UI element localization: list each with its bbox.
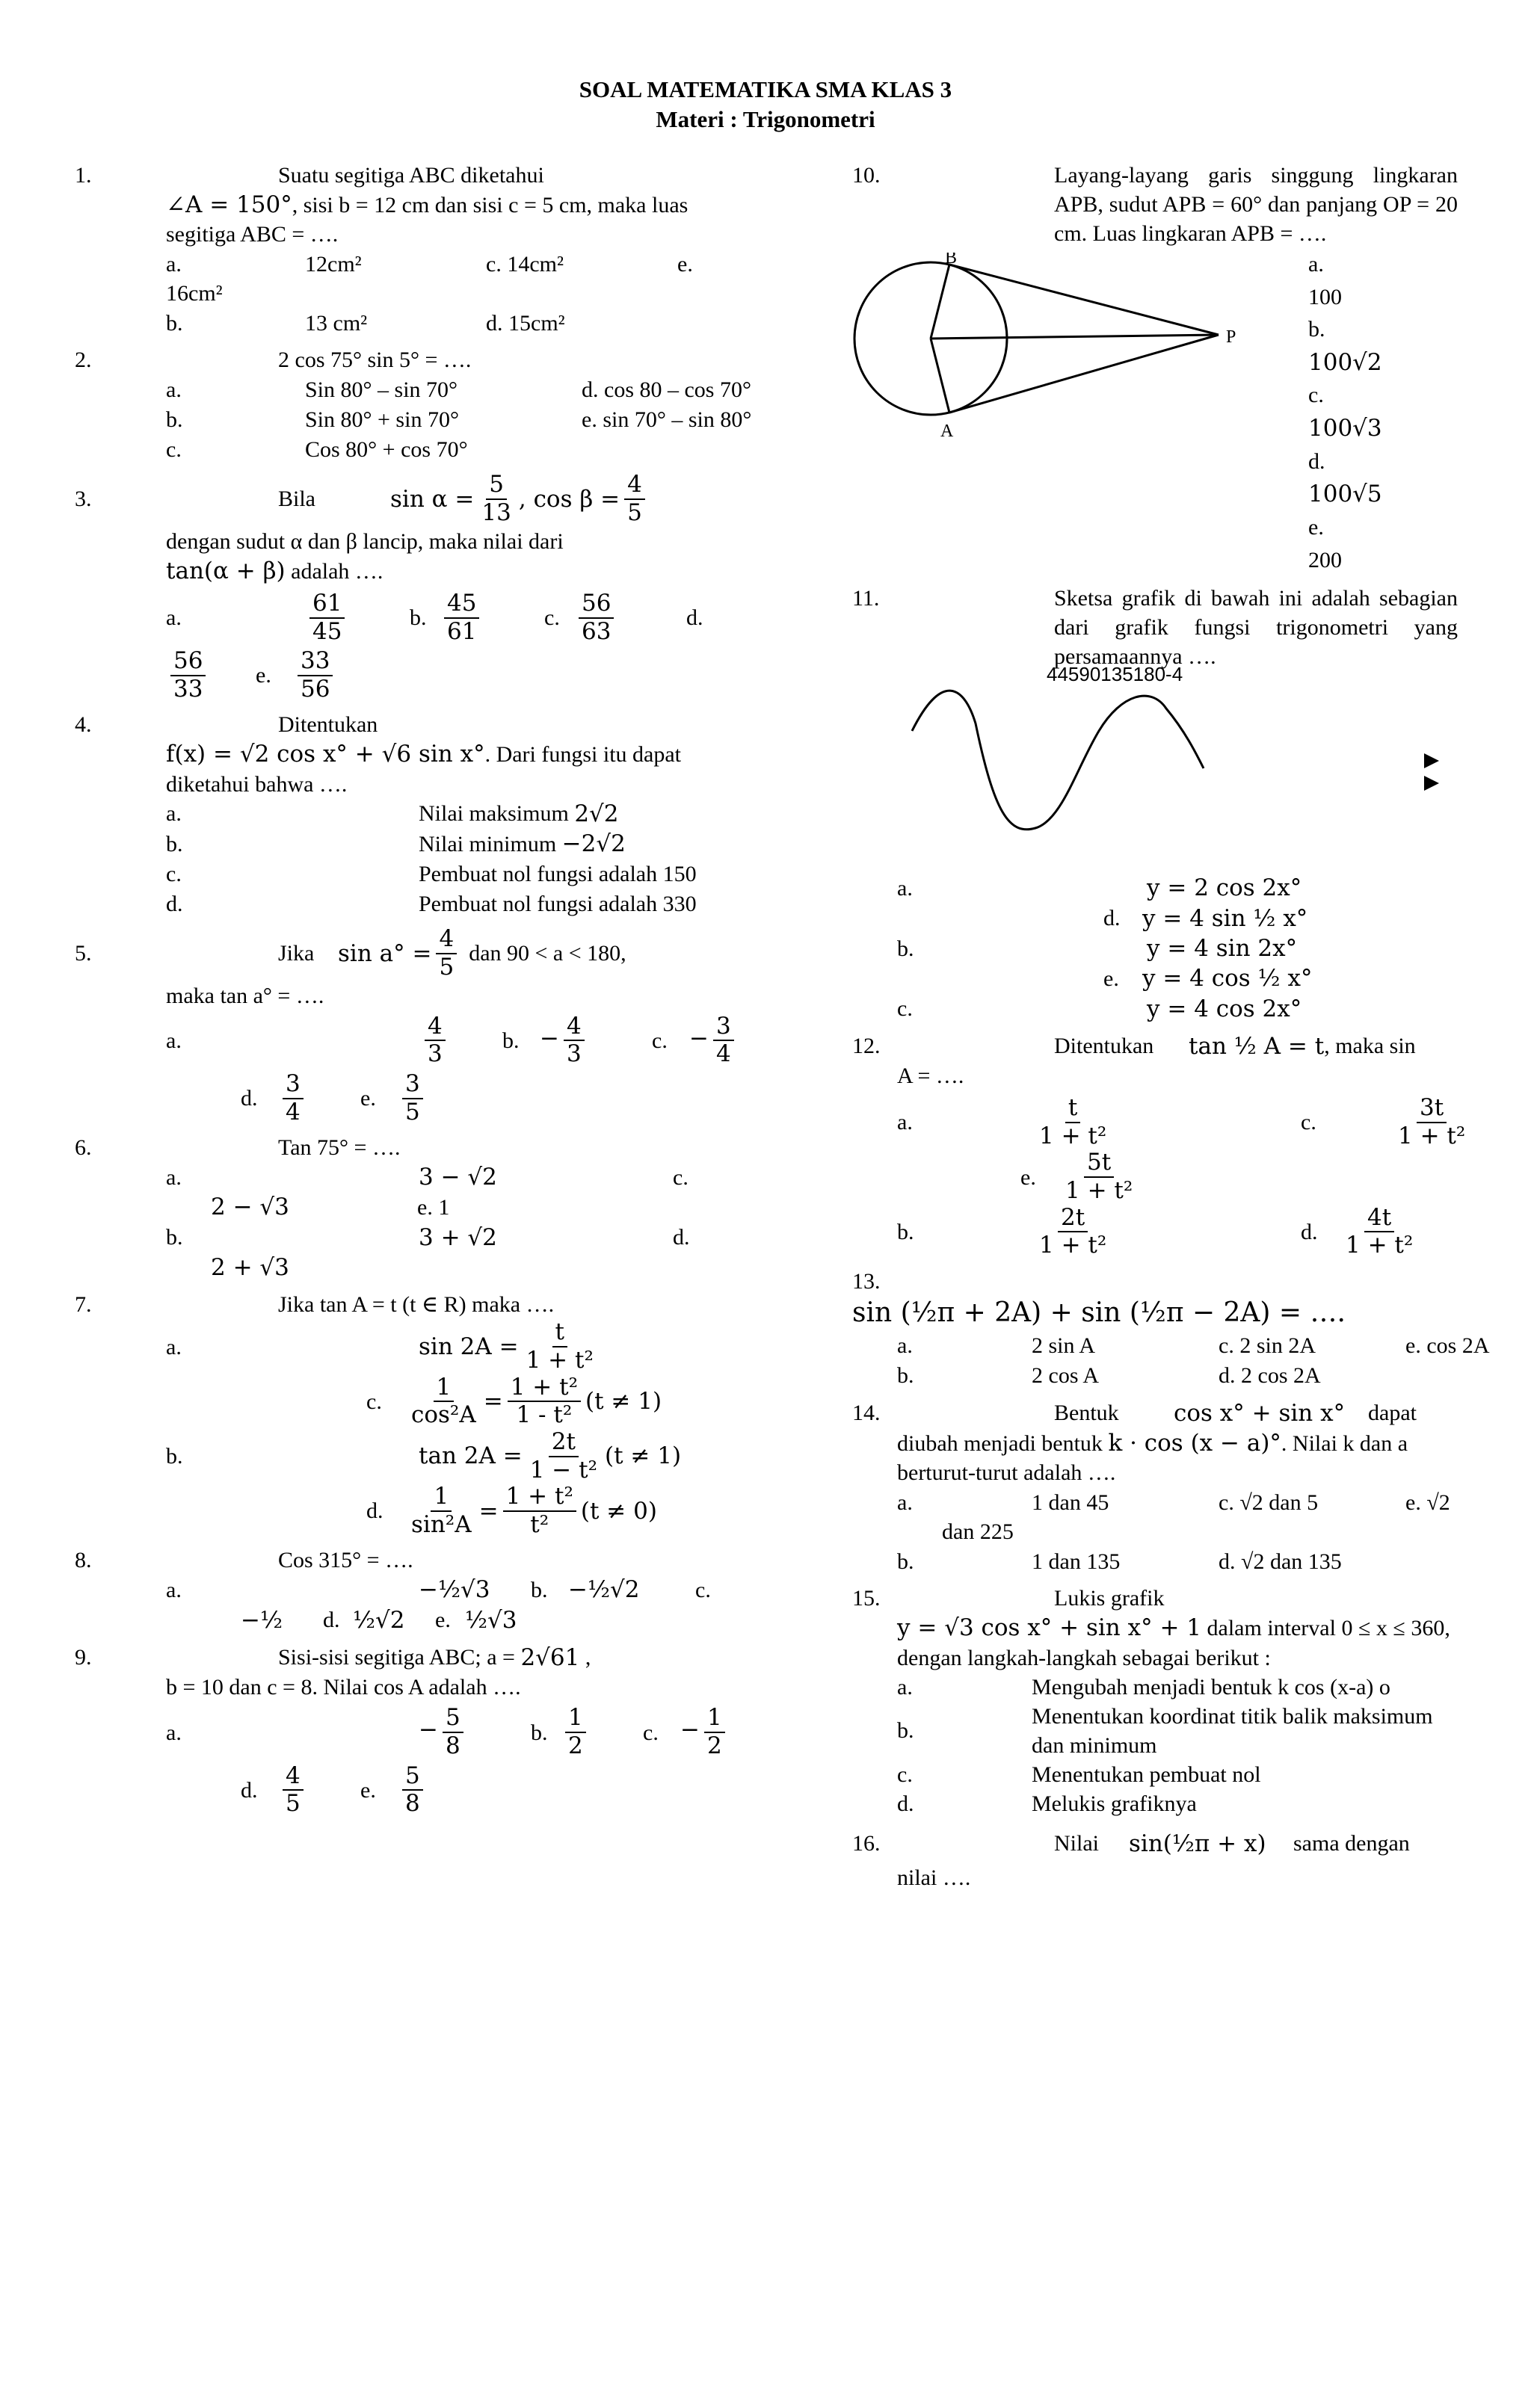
condition: dan 90 < a < 180, xyxy=(469,941,626,966)
option-a-lhs: sin 2A = xyxy=(419,1333,519,1360)
question-14 xyxy=(852,1398,1458,1577)
option-label: b. xyxy=(897,936,914,961)
option-b: $\frac{45}{61}$ xyxy=(444,590,479,645)
option-c: Pembuat nol fungsi adalah 150 xyxy=(419,861,697,886)
question-number: 5. xyxy=(75,941,92,966)
option-label: d. xyxy=(323,1608,340,1633)
function-expression: y = √3 cos x° + sin x° + 1 xyxy=(897,1614,1202,1642)
option-label: c. xyxy=(166,436,182,462)
question-1 xyxy=(75,161,718,338)
option-c: $\frac{3t}{\text{1 + t²}}$ xyxy=(1398,1094,1466,1149)
option-label: a. xyxy=(166,801,182,827)
option-c: $\frac{56}{63}$ xyxy=(579,590,614,645)
kite-tangent-diagram xyxy=(852,253,1241,447)
question-number: 16. xyxy=(852,1831,881,1856)
question-stem-continued: . Dari fungsi itu dapat diketahui bahwa …. xyxy=(166,742,682,797)
question-stem: 2 cos 75° sin 5° = …. xyxy=(278,348,472,373)
option-label: d. xyxy=(1219,1363,1236,1389)
option-label: c. xyxy=(673,1164,689,1190)
point-p-label: P xyxy=(1226,327,1236,347)
option-label: b. xyxy=(897,1363,914,1389)
point-a-label: A xyxy=(940,422,954,441)
question-13 xyxy=(852,1267,1490,1391)
question-stem-continued: , maka sin xyxy=(1324,1034,1416,1059)
option-d: $\frac{56}{33}$ xyxy=(170,648,206,703)
option-a: Sin 80° – sin 70° xyxy=(305,377,458,402)
question-stem: Cos 315° = …. xyxy=(278,1548,413,1573)
question-3 xyxy=(75,472,718,703)
question-15 xyxy=(852,1584,1458,1818)
option-b: 1 dan 135 xyxy=(1032,1549,1121,1574)
option-label: a. xyxy=(166,1720,182,1745)
option-b: $\frac{4}{3}$ xyxy=(564,1013,585,1068)
option-label: a. xyxy=(166,1028,182,1053)
function-expression: f(x) = √2 cos x° + √6 sin x° xyxy=(166,741,485,768)
option-e: 200 xyxy=(1308,547,1342,572)
question-stem-end: nilai …. xyxy=(897,1865,971,1890)
step-c: Menentukan pembuat nol xyxy=(1032,1762,1261,1787)
option-c: −½ xyxy=(241,1606,283,1634)
option-c: 2 − √3 xyxy=(211,1194,289,1221)
sine-graph xyxy=(852,679,1458,873)
option-e: $\frac{3}{5}$ xyxy=(402,1071,423,1126)
option-label: c. xyxy=(366,1389,382,1414)
cos-beta: , cos β = xyxy=(518,485,620,513)
cos-form-expression: k · cos (x − a)° xyxy=(1108,1430,1281,1457)
question-stem: Sisi-sisi segitiga ABC; a = xyxy=(278,1645,515,1670)
question-stem-continued: dengan sudut α dan β lancip, maka nilai dari xyxy=(166,528,564,554)
option-label: a. xyxy=(166,377,182,402)
question-12 xyxy=(852,1031,1466,1259)
question-number: 3. xyxy=(75,487,92,512)
option-a-value: 2√2 xyxy=(574,800,619,827)
option-label: e. xyxy=(1308,515,1324,540)
option-a: 2 sin A xyxy=(1032,1333,1096,1359)
sum-expression: cos x° + sin x° xyxy=(1174,1399,1346,1427)
point-b-label: B xyxy=(945,253,958,268)
option-label: c. xyxy=(695,1578,711,1603)
option-c: Cos 80° + cos 70° xyxy=(305,436,468,462)
option-label: b. xyxy=(166,310,183,336)
option-d: 2 cos 2A xyxy=(1241,1363,1321,1389)
option-a: $\frac{t}{\text{1 + t²}}$ xyxy=(526,1318,594,1374)
option-label: d. xyxy=(241,1086,258,1111)
option-c: 2 sin 2A xyxy=(1239,1333,1316,1359)
option-a: $\frac{t}{\text{1 + t²}}$ xyxy=(1039,1094,1107,1149)
question-stem: Ditentukan xyxy=(1054,1034,1154,1059)
option-c: 100√3 xyxy=(1308,414,1382,442)
option-b: Nilai minimum xyxy=(419,831,557,856)
option-label: c. xyxy=(652,1028,668,1053)
question-number: 4. xyxy=(75,712,92,738)
option-label: c. xyxy=(643,1720,659,1745)
option-label: a. xyxy=(166,1164,182,1190)
q13-expression: sin (½π + 2A) + sin (½π − 2A) = …. xyxy=(852,1297,1346,1328)
question-4 xyxy=(75,710,718,919)
question-number: 14. xyxy=(852,1401,881,1426)
option-label: e. xyxy=(1405,1333,1421,1359)
option-c: y = 4 cos 2x° xyxy=(1147,995,1302,1022)
option-a: Nilai maksimum xyxy=(419,801,569,827)
option-d: cos 80 – cos 70° xyxy=(604,377,751,402)
option-label: e. xyxy=(360,1086,376,1111)
step-d: Melukis grafiknya xyxy=(1032,1791,1197,1816)
option-label: a. xyxy=(166,1578,182,1603)
option-label: e. xyxy=(435,1608,451,1633)
option-d-lhs: $\frac{1}{\text{sin²A}}$ xyxy=(411,1483,472,1538)
option-e: 16cm² xyxy=(166,281,223,306)
question-number: 9. xyxy=(75,1645,92,1670)
option-label: c. xyxy=(897,996,913,1022)
page-title: SOAL MATEMATIKA SMA KLAS 3 xyxy=(579,76,952,102)
option-label: b. xyxy=(410,605,427,631)
option-b: 2 cos A xyxy=(1032,1363,1099,1389)
option-label: c. xyxy=(1308,383,1324,408)
fraction: $\frac{4}{5}$ xyxy=(624,472,645,526)
option-label: a. xyxy=(166,251,182,277)
option-b: $\frac{2t}{\text{1 + t²}}$ xyxy=(1039,1203,1107,1259)
option-label: e. xyxy=(360,1777,376,1803)
option-a: $\frac{5}{8}$ xyxy=(443,1705,463,1759)
option-d: Pembuat nol fungsi adalah 330 xyxy=(419,891,697,916)
option-label: b. xyxy=(166,1444,183,1469)
fraction: $\frac{5}{13}$ xyxy=(481,471,511,526)
question-stem: Layang-layang garis singgung lingkaran APB, sudut APB = 60° dan panjang OP = 20 cm. Luas lingkaran APB = …. xyxy=(1054,163,1458,246)
option-b: −½√2 xyxy=(568,1576,640,1604)
question-stem-end: A = …. xyxy=(897,1063,964,1089)
question-6 xyxy=(75,1133,718,1282)
option-d: $\frac{\text{1 + t²}}{\text{t²}}$ xyxy=(503,1484,576,1538)
page-subtitle: Materi : Trigonometri xyxy=(656,106,875,132)
option-c: 14cm² xyxy=(507,251,564,277)
option-label: d. xyxy=(1219,1549,1236,1574)
option-d: $\frac{3}{4}$ xyxy=(283,1071,304,1126)
option-label: a. xyxy=(897,1674,913,1700)
option-c: $\frac{3}{4}$ xyxy=(713,1013,734,1068)
question-stem-continued: dapat xyxy=(1368,1401,1417,1426)
option-label: e. xyxy=(256,663,271,688)
option-b: 13 cm² xyxy=(305,310,368,336)
question-stem: Jika tan A = t (t ∈ R) maka …. xyxy=(278,1292,555,1318)
question-stem: Nilai xyxy=(1054,1831,1099,1856)
option-d: 2 + √3 xyxy=(211,1254,289,1282)
question-2 xyxy=(75,345,752,464)
left-column xyxy=(75,161,752,1825)
option-label: d. xyxy=(1308,448,1325,474)
option-b: $\frac{2t}{\text{1 − t²}}$ xyxy=(529,1427,597,1484)
option-label: d. xyxy=(897,1791,914,1816)
option-d: ½√2 xyxy=(353,1606,405,1634)
question-stem: Bentuk xyxy=(1054,1401,1119,1426)
option-label: b. xyxy=(531,1720,548,1745)
sin-expression: sin a° = xyxy=(338,939,432,967)
option-label: c. xyxy=(897,1762,913,1787)
option-label: c. xyxy=(166,861,182,886)
option-c: $\frac{1}{2}$ xyxy=(704,1705,725,1759)
option-e: sin 70° – sin 80° xyxy=(603,407,752,432)
question-stem-end: adalah …. xyxy=(291,558,383,584)
question-stem: Ditentukan xyxy=(278,712,378,738)
option-b-value: −2√2 xyxy=(561,830,626,858)
option-b: 100√2 xyxy=(1308,348,1382,376)
question-stem: Lukis grafik xyxy=(1054,1586,1165,1611)
question-16 xyxy=(852,1829,1458,1892)
question-stem-continued: , sisi b = 12 cm dan sisi c = 5 cm, maka luas segitiga ABC = …. xyxy=(166,193,689,247)
option-label: a. xyxy=(897,1110,913,1135)
question-7: 7. Jika tan A = t (t ∈ R) maka …. a. sin 2A = $\frac{t}{\text{1 + t²}}$ c. $\frac{1}{\text{cos²A}}$ = $\frac{\text{1 + t²}}{\text{1 - t²}}$ (t ≠ 1) b. tan 2A = $\frac{2t}{\text{1 − t²}}$ (t ≠ 1) d. $\frac{1}{\text{sin²A}}$ = $\frac{\text{1 + t²}}{\text{t²}}$ (t ≠ 0) xyxy=(75,1290,718,1538)
option-e: e. 1 xyxy=(417,1195,450,1220)
question-stem: Jika xyxy=(278,941,315,966)
option-c: √2 dan 5 xyxy=(1239,1489,1319,1515)
option-d: √2 dan 135 xyxy=(1241,1549,1342,1574)
option-a: $\frac{4}{3}$ xyxy=(425,1013,446,1068)
option-label: c. xyxy=(1301,1110,1316,1135)
option-a: 3 − √2 xyxy=(419,1164,497,1191)
question-number: 15. xyxy=(852,1586,881,1611)
question-stem-continued: dalam interval 0 ≤ x ≤ 360, dengan langkah-langkah sebagai berikut : xyxy=(897,1616,1450,1670)
fraction: $\frac{4}{5}$ xyxy=(436,926,457,981)
option-b: Sin 80° + sin 70° xyxy=(305,407,459,432)
option-label: e. xyxy=(582,407,597,432)
option-c-lhs: $\frac{1}{\text{cos²A}}$ xyxy=(411,1373,476,1429)
option-label: b. xyxy=(166,1225,183,1250)
question-stem-end: . Nilai k dan a berturut-turut adalah …. xyxy=(897,1431,1408,1486)
option-e: √2 xyxy=(1426,1489,1450,1515)
question-5: 5. Jika sin a° = $\frac{4}{5}$ dan 90 < a < 180, maka tan a° = …. a. $\frac{4}{3}$ b. − $\frac{4}{3}$ c. − $\frac{3}{4}$ d. $\frac{3}{4}$ e. $\frac{3}{5}$ xyxy=(75,926,718,1126)
option-c: $\frac{\text{1 + t²}}{\text{1 - t²}}$ xyxy=(508,1374,581,1429)
question-stem: Suatu segitiga ABC diketahui xyxy=(278,163,544,188)
question-number: 7. xyxy=(75,1292,92,1318)
option-b: 3 + √2 xyxy=(419,1223,497,1251)
option-b: y = 4 sin 2x° xyxy=(1147,934,1298,962)
question-9: 9. Sisi-sisi segitiga ABC; a = 2√61 , b = 10 dan c = 8. Nilai cos A adalah …. a. − $\frac{5}{8}$ b. $\frac{1}{2}$ c. − $\frac{1}{2}$ d. $\frac{4}{5}$ e. $\frac{5}{8}$ xyxy=(75,1643,718,1818)
question-10 xyxy=(852,161,1458,576)
question-11 xyxy=(852,584,1458,1023)
option-label: e. xyxy=(1103,966,1119,991)
option-c-condition: (t ≠ 1) xyxy=(585,1388,662,1416)
option-b-lhs: tan 2A = xyxy=(419,1442,523,1470)
option-e-continued: dan 225 xyxy=(942,1519,1014,1545)
option-e: ½√3 xyxy=(465,1606,517,1634)
option-label: e. xyxy=(1405,1489,1421,1515)
tan-half-expression: tan ½ A = t xyxy=(1189,1032,1325,1060)
question-stem-continued: sama dengan xyxy=(1293,1831,1410,1856)
option-a: 1 dan 45 xyxy=(1032,1489,1109,1515)
question-number: 13. xyxy=(852,1268,881,1294)
option-d: y = 4 sin ½ x° xyxy=(1142,904,1308,932)
option-label: a. xyxy=(897,1333,913,1359)
right-column xyxy=(852,161,1490,1900)
question-8 xyxy=(75,1546,718,1635)
question-stem-continued: maka tan a° = …. xyxy=(166,983,324,1008)
option-label: b. xyxy=(531,1578,548,1603)
question-stem: Tan 75° = …. xyxy=(278,1135,401,1161)
option-label: e. xyxy=(1020,1164,1036,1190)
sin-expression: sin(½π + x) xyxy=(1129,1830,1266,1857)
question-stem: Bila xyxy=(278,487,315,512)
option-a: $\frac{61}{45}$ xyxy=(309,590,345,645)
option-label: c. xyxy=(1219,1489,1234,1515)
option-label: a. xyxy=(166,605,182,631)
option-label: d. xyxy=(673,1225,690,1250)
option-b-condition: (t ≠ 1) xyxy=(605,1442,682,1470)
question-stem-continued: b = 10 dan c = 8. Nilai cos A adalah …. xyxy=(166,1675,521,1700)
step-b: Menentukan koordinat titik balik maksimum dan minimum xyxy=(1032,1703,1433,1758)
option-label: d. xyxy=(366,1498,383,1524)
option-d: $\frac{4}{5}$ xyxy=(283,1763,304,1818)
option-d: 100√5 xyxy=(1308,481,1382,508)
option-d: $\frac{4t}{\text{1 + t²}}$ xyxy=(1346,1203,1414,1259)
q10-options xyxy=(1241,248,1382,576)
option-b: $\frac{1}{2}$ xyxy=(565,1705,586,1759)
option-label: a. xyxy=(897,875,913,901)
option-label: d. xyxy=(166,891,183,916)
option-label: b. xyxy=(897,1718,914,1744)
question-stem: Sketsa grafik di bawah ini adalah sebagian dari grafik fungsi trigonometri yang persamaannya …. xyxy=(1054,586,1458,670)
question-number: 11. xyxy=(852,586,880,611)
option-label: d. xyxy=(582,377,599,402)
option-label: c. xyxy=(544,605,560,631)
option-a: 12cm² xyxy=(305,251,362,277)
option-label: d. xyxy=(1103,906,1121,931)
option-e: $\frac{33}{56}$ xyxy=(298,648,333,703)
option-label: b. xyxy=(897,1549,914,1574)
option-e: $\frac{5}{8}$ xyxy=(402,1763,423,1818)
option-e: $\frac{5t}{\text{1 + t²}}$ xyxy=(1065,1149,1133,1205)
option-label: d. xyxy=(241,1777,258,1803)
option-label: b. xyxy=(166,407,183,432)
question-number: 8. xyxy=(75,1548,92,1573)
option-e: y = 4 cos ½ x° xyxy=(1142,965,1313,992)
step-a: Mengubah menjadi bentuk k cos (x-a) o xyxy=(1032,1674,1390,1700)
option-label: b. xyxy=(166,831,183,856)
option-label: b. xyxy=(502,1028,520,1053)
question-number: 10. xyxy=(852,163,881,188)
option-label: d. xyxy=(1301,1219,1318,1244)
option-label: c. xyxy=(1219,1333,1234,1359)
option-label: b. xyxy=(1308,317,1325,342)
option-d-condition: (t ≠ 0) xyxy=(580,1497,657,1525)
option-a: −½√3 xyxy=(419,1576,490,1604)
option-label: c. xyxy=(486,251,502,277)
question-stem-continued: diubah menjadi bentuk xyxy=(897,1431,1103,1457)
option-label: a. xyxy=(166,1334,182,1359)
sin-alpha: sin α = xyxy=(390,485,475,513)
tan-expression: tan(α + β) xyxy=(166,557,286,584)
option-label: d. xyxy=(486,310,503,336)
option-label: a. xyxy=(1308,252,1324,277)
option-label: e. xyxy=(677,251,693,277)
option-a: 100 xyxy=(1308,284,1342,309)
angle-expression: ∠A = 150° xyxy=(166,191,292,218)
question-number: 6. xyxy=(75,1135,92,1161)
option-label: a. xyxy=(897,1489,913,1515)
side-a-value: 2√61 xyxy=(520,1644,580,1672)
question-number: 12. xyxy=(852,1034,881,1059)
figure-id: 44590135180-4 xyxy=(1047,663,1183,686)
option-e: cos 2A xyxy=(1426,1333,1490,1359)
question-number: 2. xyxy=(75,348,92,373)
question-number: 1. xyxy=(75,163,92,188)
option-d: 15cm² xyxy=(508,310,565,336)
option-a: y = 2 cos 2x° xyxy=(1147,874,1302,902)
option-label: d. xyxy=(686,605,703,631)
option-label: b. xyxy=(897,1219,914,1244)
